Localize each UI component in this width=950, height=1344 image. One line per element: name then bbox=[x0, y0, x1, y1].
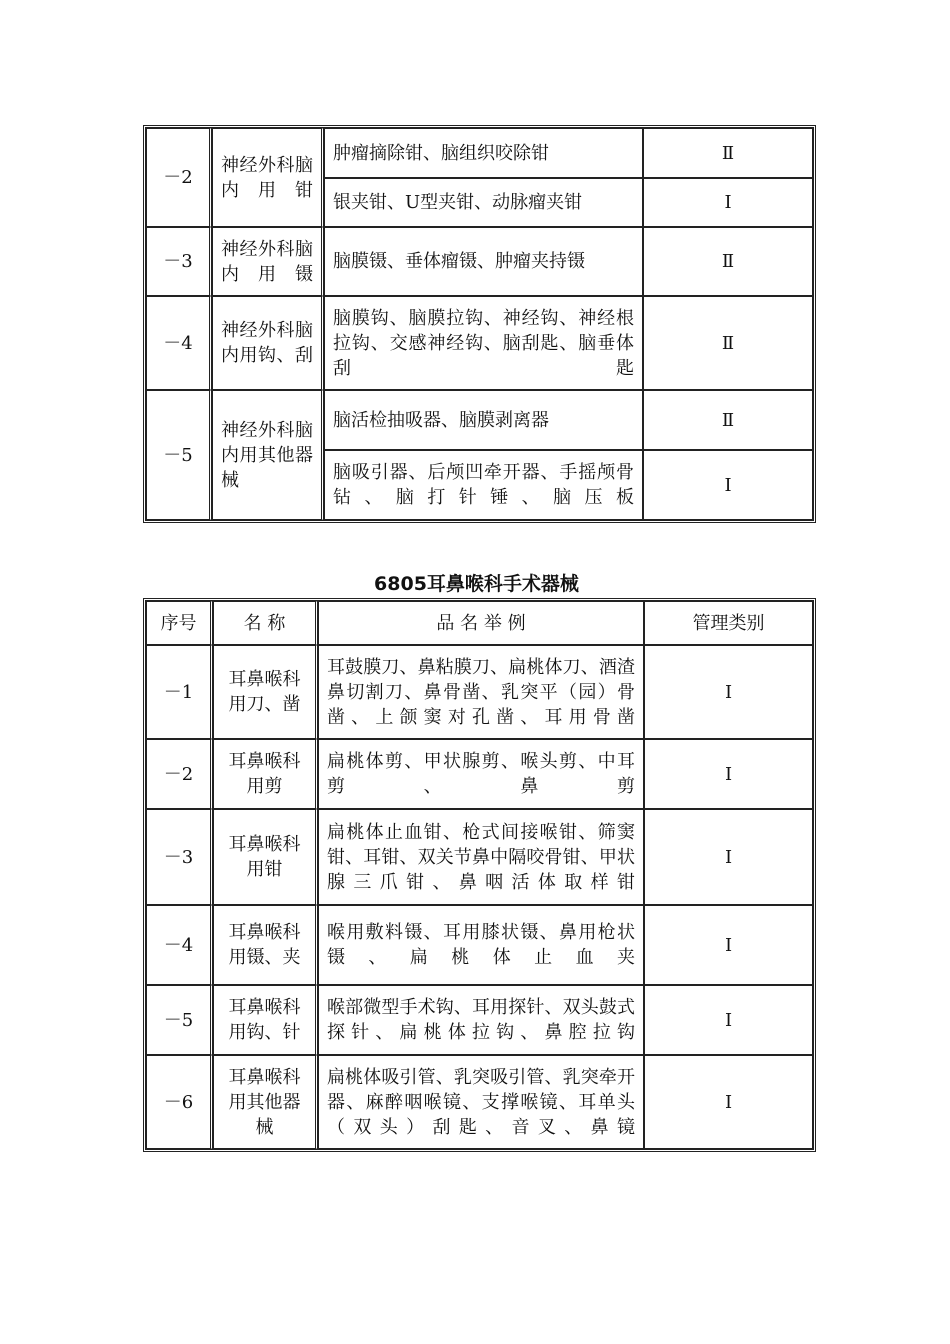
row-code: －5 bbox=[146, 390, 212, 520]
row-code: －4 bbox=[146, 296, 212, 390]
row-class: Ⅰ bbox=[643, 450, 813, 520]
row-class: Ⅰ bbox=[644, 985, 813, 1055]
table-title: 6805耳鼻喉科手术器械 bbox=[374, 573, 579, 595]
row-examples: 银夹钳、U型夹钳、动脉瘤夹钳 bbox=[324, 178, 643, 227]
row-examples: 脑膜镊、垂体瘤镊、肿瘤夹持镊 bbox=[324, 227, 643, 296]
row-code: －3 bbox=[146, 227, 212, 296]
device-table-neurosurgery bbox=[143, 125, 816, 523]
row-code: －6 bbox=[146, 1055, 213, 1149]
row-class: Ⅰ bbox=[644, 739, 813, 809]
row-name: 耳鼻喉科用其他器械 bbox=[213, 1055, 318, 1149]
row-code: －1 bbox=[146, 645, 213, 739]
row-examples: 脑活检抽吸器、脑膜剥离器 bbox=[324, 390, 643, 450]
row-examples: 喉部微型手术钩、耳用探针、双头鼓式探针、扁桃体拉钩、鼻腔拉钩 bbox=[318, 985, 644, 1055]
row-examples: 脑膜钩、脑膜拉钩、神经钩、神经根拉钩、交感神经钩、脑刮匙、脑垂体刮匙 bbox=[324, 296, 643, 390]
row-examples: 喉用敷料镊、耳用膝状镊、鼻用枪状镊、扁桃体止血夹 bbox=[318, 905, 644, 985]
row-name: 神经外科脑内用钩、刮 bbox=[212, 296, 324, 390]
device-table-ent bbox=[143, 598, 816, 1152]
row-name: 耳鼻喉科用剪 bbox=[213, 739, 318, 809]
header-class: 管理类别 bbox=[644, 601, 813, 645]
row-class: Ⅰ bbox=[644, 905, 813, 985]
row-class: Ⅱ bbox=[643, 390, 813, 450]
row-code: －5 bbox=[146, 985, 213, 1055]
row-examples: 耳鼓膜刀、鼻粘膜刀、扁桃体刀、酒渣鼻切割刀、鼻骨凿、乳突平（园）骨凿、上颌窦对孔凿、耳用骨凿 bbox=[318, 645, 644, 739]
row-class: Ⅱ bbox=[643, 296, 813, 390]
row-class: Ⅱ bbox=[643, 227, 813, 296]
row-name: 耳鼻喉科用钳 bbox=[213, 809, 318, 905]
row-name: 耳鼻喉科用镊、夹 bbox=[213, 905, 318, 985]
row-examples: 扁桃体吸引管、乳突吸引管、乳突牵开器、麻醉咽喉镜、支撑喉镜、耳单头（双头）刮匙、音叉、鼻镜 bbox=[318, 1055, 644, 1149]
row-examples: 脑吸引器、后颅凹牵开器、手摇颅骨钻、脑打针锤、脑压板 bbox=[324, 450, 643, 520]
header-examples: 品 名 举 例 bbox=[318, 601, 644, 645]
row-class: Ⅰ bbox=[644, 809, 813, 905]
header-name: 名 称 bbox=[213, 601, 318, 645]
header-code: 序号 bbox=[146, 601, 213, 645]
row-examples: 扁桃体剪、甲状腺剪、喉头剪、中耳剪、鼻剪 bbox=[318, 739, 644, 809]
row-examples: 肿瘤摘除钳、脑组织咬除钳 bbox=[324, 128, 643, 178]
row-code: －3 bbox=[146, 809, 213, 905]
row-class: Ⅰ bbox=[644, 1055, 813, 1149]
row-class: Ⅰ bbox=[644, 645, 813, 739]
row-class: Ⅱ bbox=[643, 128, 813, 178]
row-class: Ⅰ bbox=[643, 178, 813, 227]
row-name: 耳鼻喉科用钩、针 bbox=[213, 985, 318, 1055]
row-name: 神经外科脑内用钳 bbox=[212, 128, 324, 227]
row-code: －4 bbox=[146, 905, 213, 985]
row-code: －2 bbox=[146, 739, 213, 809]
row-examples: 扁桃体止血钳、枪式间接喉钳、筛窦钳、耳钳、双关节鼻中隔咬骨钳、甲状腺三爪钳、鼻咽活体取样钳 bbox=[318, 809, 644, 905]
row-code: －2 bbox=[146, 128, 212, 227]
row-name: 神经外科脑内用镊 bbox=[212, 227, 324, 296]
row-name: 耳鼻喉科用刀、凿 bbox=[213, 645, 318, 739]
row-name: 神经外科脑内用其他器械 bbox=[212, 390, 324, 520]
